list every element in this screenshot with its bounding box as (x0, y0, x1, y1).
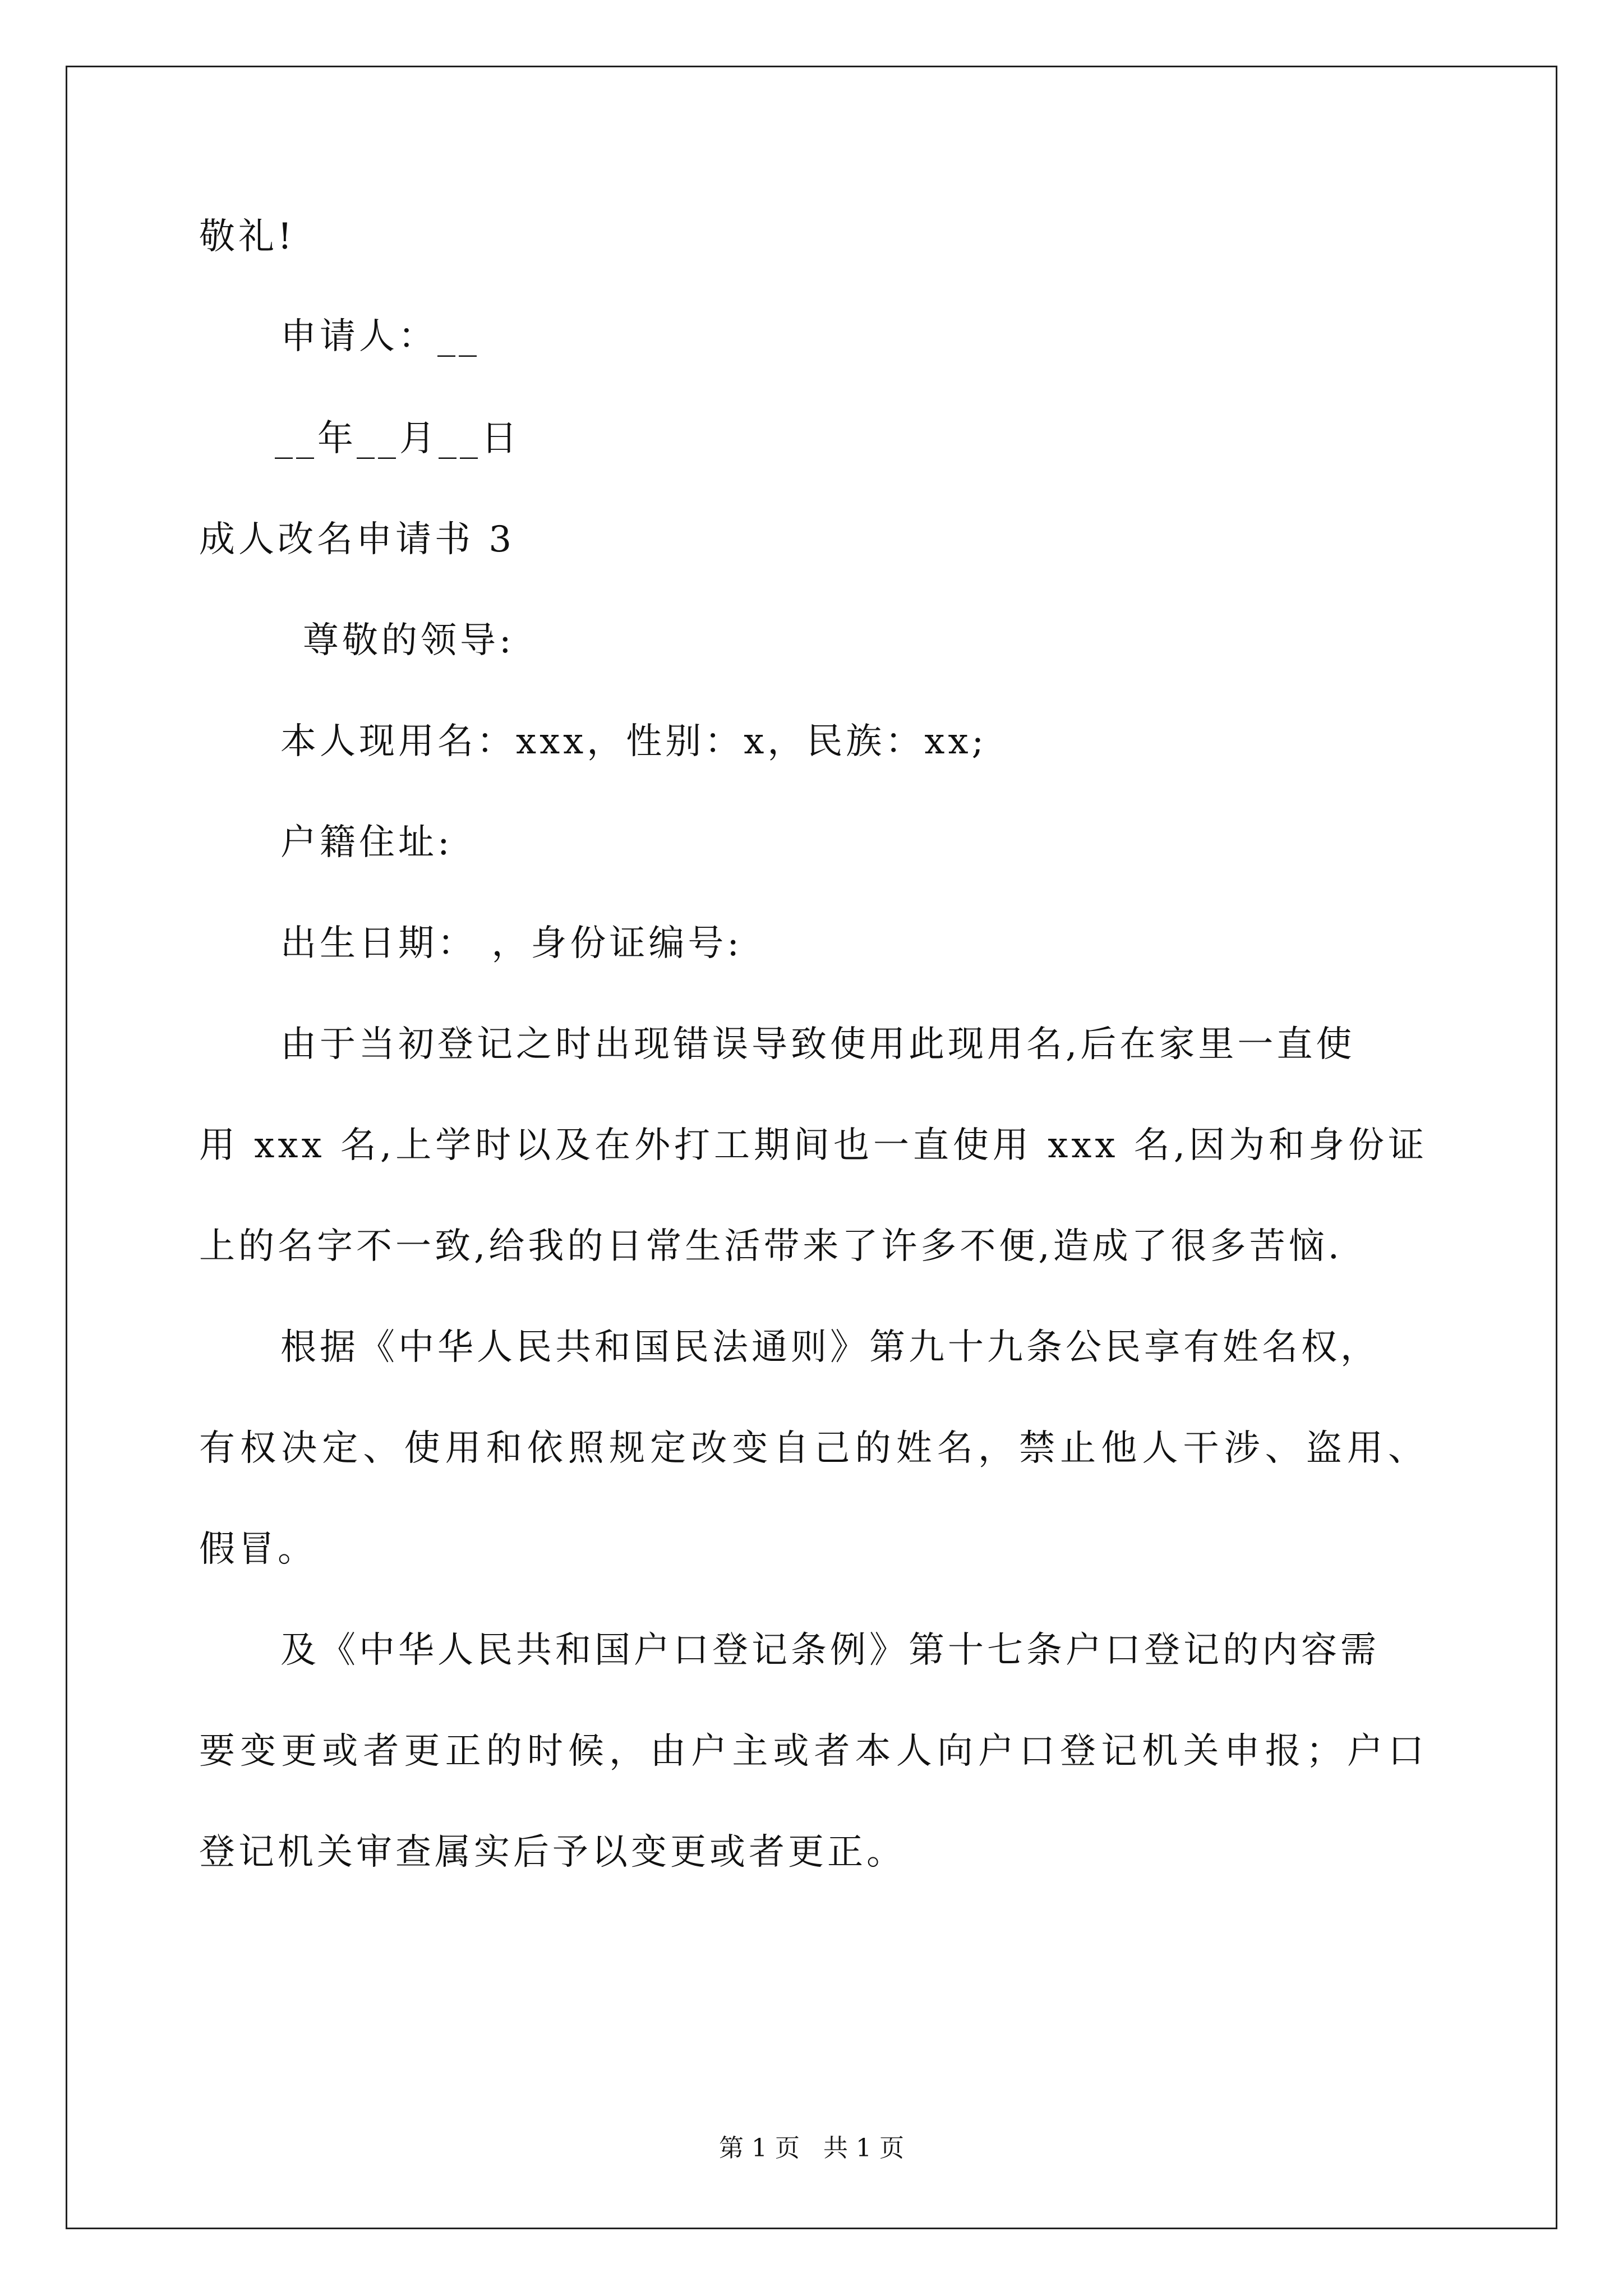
household-line-1: 及《中华人民共和国户口登记条例》第十七条户口登记的内容需 (280, 1630, 1380, 1671)
applicant-line: 申请人：__ (280, 316, 480, 357)
page-footer: 第 1 页 共 1 页 (719, 2134, 904, 2162)
closing-text: 敬礼! (199, 216, 296, 257)
civil-law-line-2: 有权决定、使用和依照规定改变自己的姓名，禁止他人干涉、盗用、 (199, 1428, 1427, 1469)
date-line: __年__月__日 (275, 418, 520, 459)
civil-law-line-3: 假冒。 (199, 1529, 317, 1570)
reason-line-1: 由于当初登记之时出现错误导致使用此现用名,后在家里一直使 (280, 1024, 1355, 1065)
salutation: 尊敬的领导: (303, 620, 515, 661)
household-line-3: 登记机关审查属实后予以变更或者更正。 (199, 1832, 906, 1873)
reason-line-3: 上的名字不一致,给我的日常生活带来了许多不便,造成了很多苦恼. (199, 1226, 1343, 1267)
household-line-2: 要变更或者更正的时候，由户主或者本人向户口登记机关申报；户口 (199, 1731, 1427, 1772)
current-name-line: 本人现用名：xxx，性别：x，民族：xx; (280, 721, 988, 762)
document-heading: 成人改名申请书 3 (199, 519, 515, 560)
birth-id-line: 出生日期： ，身份证编号: (280, 923, 743, 964)
address-line: 户籍住址: (280, 822, 453, 863)
reason-line-2: 用 xxx 名,上学时以及在外打工期间也一直使用 xxx 名,因为和身份证 (199, 1125, 1427, 1166)
civil-law-line-1: 根据《中华人民共和国民法通则》第九十九条公民享有姓名权， (280, 1327, 1380, 1368)
